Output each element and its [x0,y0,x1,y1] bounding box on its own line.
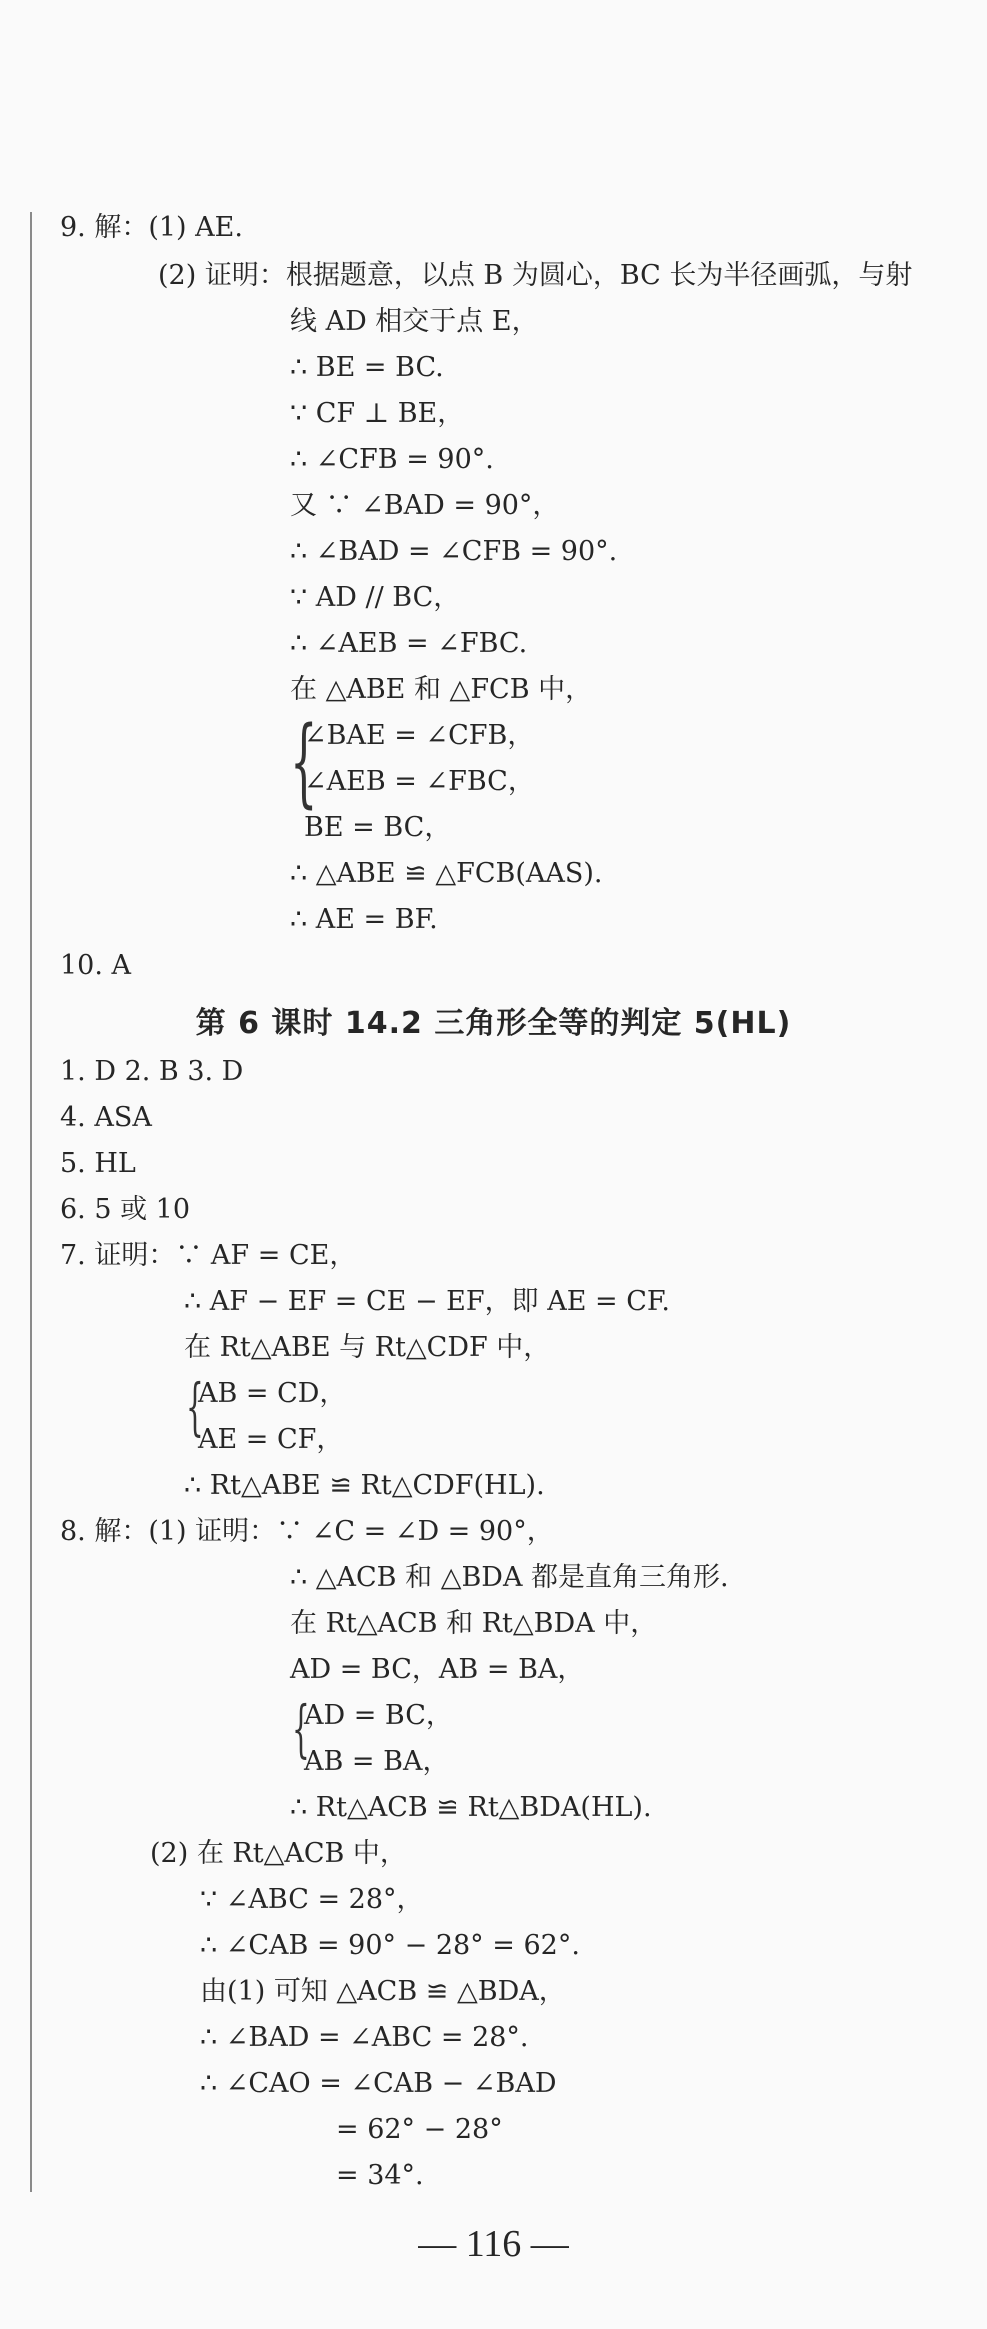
q9-line-16: ∴ AE = BF. [290,904,438,935]
q9-line-14: BE = BC， [304,812,452,843]
q8-line-13: ∴ ∠CAO = ∠CAB − ∠BAD [200,2068,557,2099]
q7-line-6: ∴ Rt△ABE ≌ Rt△CDF(HL). [184,1470,545,1501]
q7-line-5: AE = CF， [198,1424,344,1455]
q10-answer: 10. A [60,950,132,981]
brace-q7: { [186,1370,204,1443]
answer-4: 4. ASA [60,1102,152,1133]
q9-line-4: ∴ BE = BC. [290,352,444,383]
q8-line-8: (2) 在 Rt△ACB 中， [150,1838,407,1869]
q8-line-6: AB = BA， [304,1746,450,1777]
brace-q9: { [290,706,318,818]
answers-1-3: 1. D 2. B 3. D [60,1056,244,1087]
q9-line-7: 又 ∵ ∠BAD = 90°， [290,490,560,521]
q8-line-14: = 62° − 28° [336,2114,503,2145]
q9-line-13: ∠AEB = ∠FBC， [304,766,535,797]
q7-line-2: ∴ AF − EF = CE − EF，即 AE = CF. [184,1286,670,1317]
q9-line-3: 线 AD 相交于点 E， [290,306,539,337]
q8-line-3: 在 Rt△ACB 和 Rt△BDA 中， [290,1608,658,1639]
q8-line-4: AD = BC，AB = BA， [290,1654,585,1685]
q9-line-2: (2) 证明：根据题意，以点 B 为圆心，BC 长为半径画弧，与射 [158,260,913,291]
section-title: 第 6 课时 14.2 三角形全等的判定 5(HL) [195,1006,792,1041]
q7-line-1: 7. 证明：∵ AF = CE， [60,1240,357,1271]
q9-line-12: ∠BAE = ∠CFB， [304,720,535,751]
q8-line-5: AD = BC， [304,1700,453,1731]
q8-line-11: 由(1) 可知 △ACB ≌ △BDA， [200,1976,566,2007]
q8-line-12: ∴ ∠BAD = ∠ABC = 28°. [200,2022,529,2053]
q9-line-6: ∴ ∠CFB = 90°. [290,444,494,475]
q9-line-8: ∴ ∠BAD = ∠CFB = 90°. [290,536,618,567]
q8-line-7: ∴ Rt△ACB ≌ Rt△BDA(HL). [290,1792,652,1823]
q9-line-15: ∴ △ABE ≌ △FCB(AAS). [290,858,603,889]
q8-line-1: 8. 解：(1) 证明：∵ ∠C = ∠D = 90°， [60,1516,554,1547]
q9-line-10: ∴ ∠AEB = ∠FBC. [290,628,528,659]
q9-line-5: ∵ CF ⊥ BE， [290,398,465,429]
q8-line-9: ∵ ∠ABC = 28°， [200,1884,424,1915]
answer-5: 5. HL [60,1148,136,1179]
brace-q8: { [292,1692,310,1765]
q7-line-3: 在 Rt△ABE 与 Rt△CDF 中， [184,1332,551,1363]
q9-line-1: 9. 解：(1) AE. [60,212,243,243]
q9-line-9: ∵ AD // BC， [290,582,461,613]
answer-6: 6. 5 或 10 [60,1194,191,1225]
page-number: — 116 — [418,2223,569,2265]
q8-line-2: ∴ △ACB 和 △BDA 都是直角三角形. [290,1562,729,1593]
q9-line-11: 在 △ABE 和 △FCB 中， [290,674,593,705]
q8-line-15: = 34°. [336,2160,424,2191]
left-margin-rule [30,212,32,2192]
q7-line-4: AB = CD， [198,1378,347,1409]
q8-line-10: ∴ ∠CAB = 90° − 28° = 62°. [200,1930,580,1961]
